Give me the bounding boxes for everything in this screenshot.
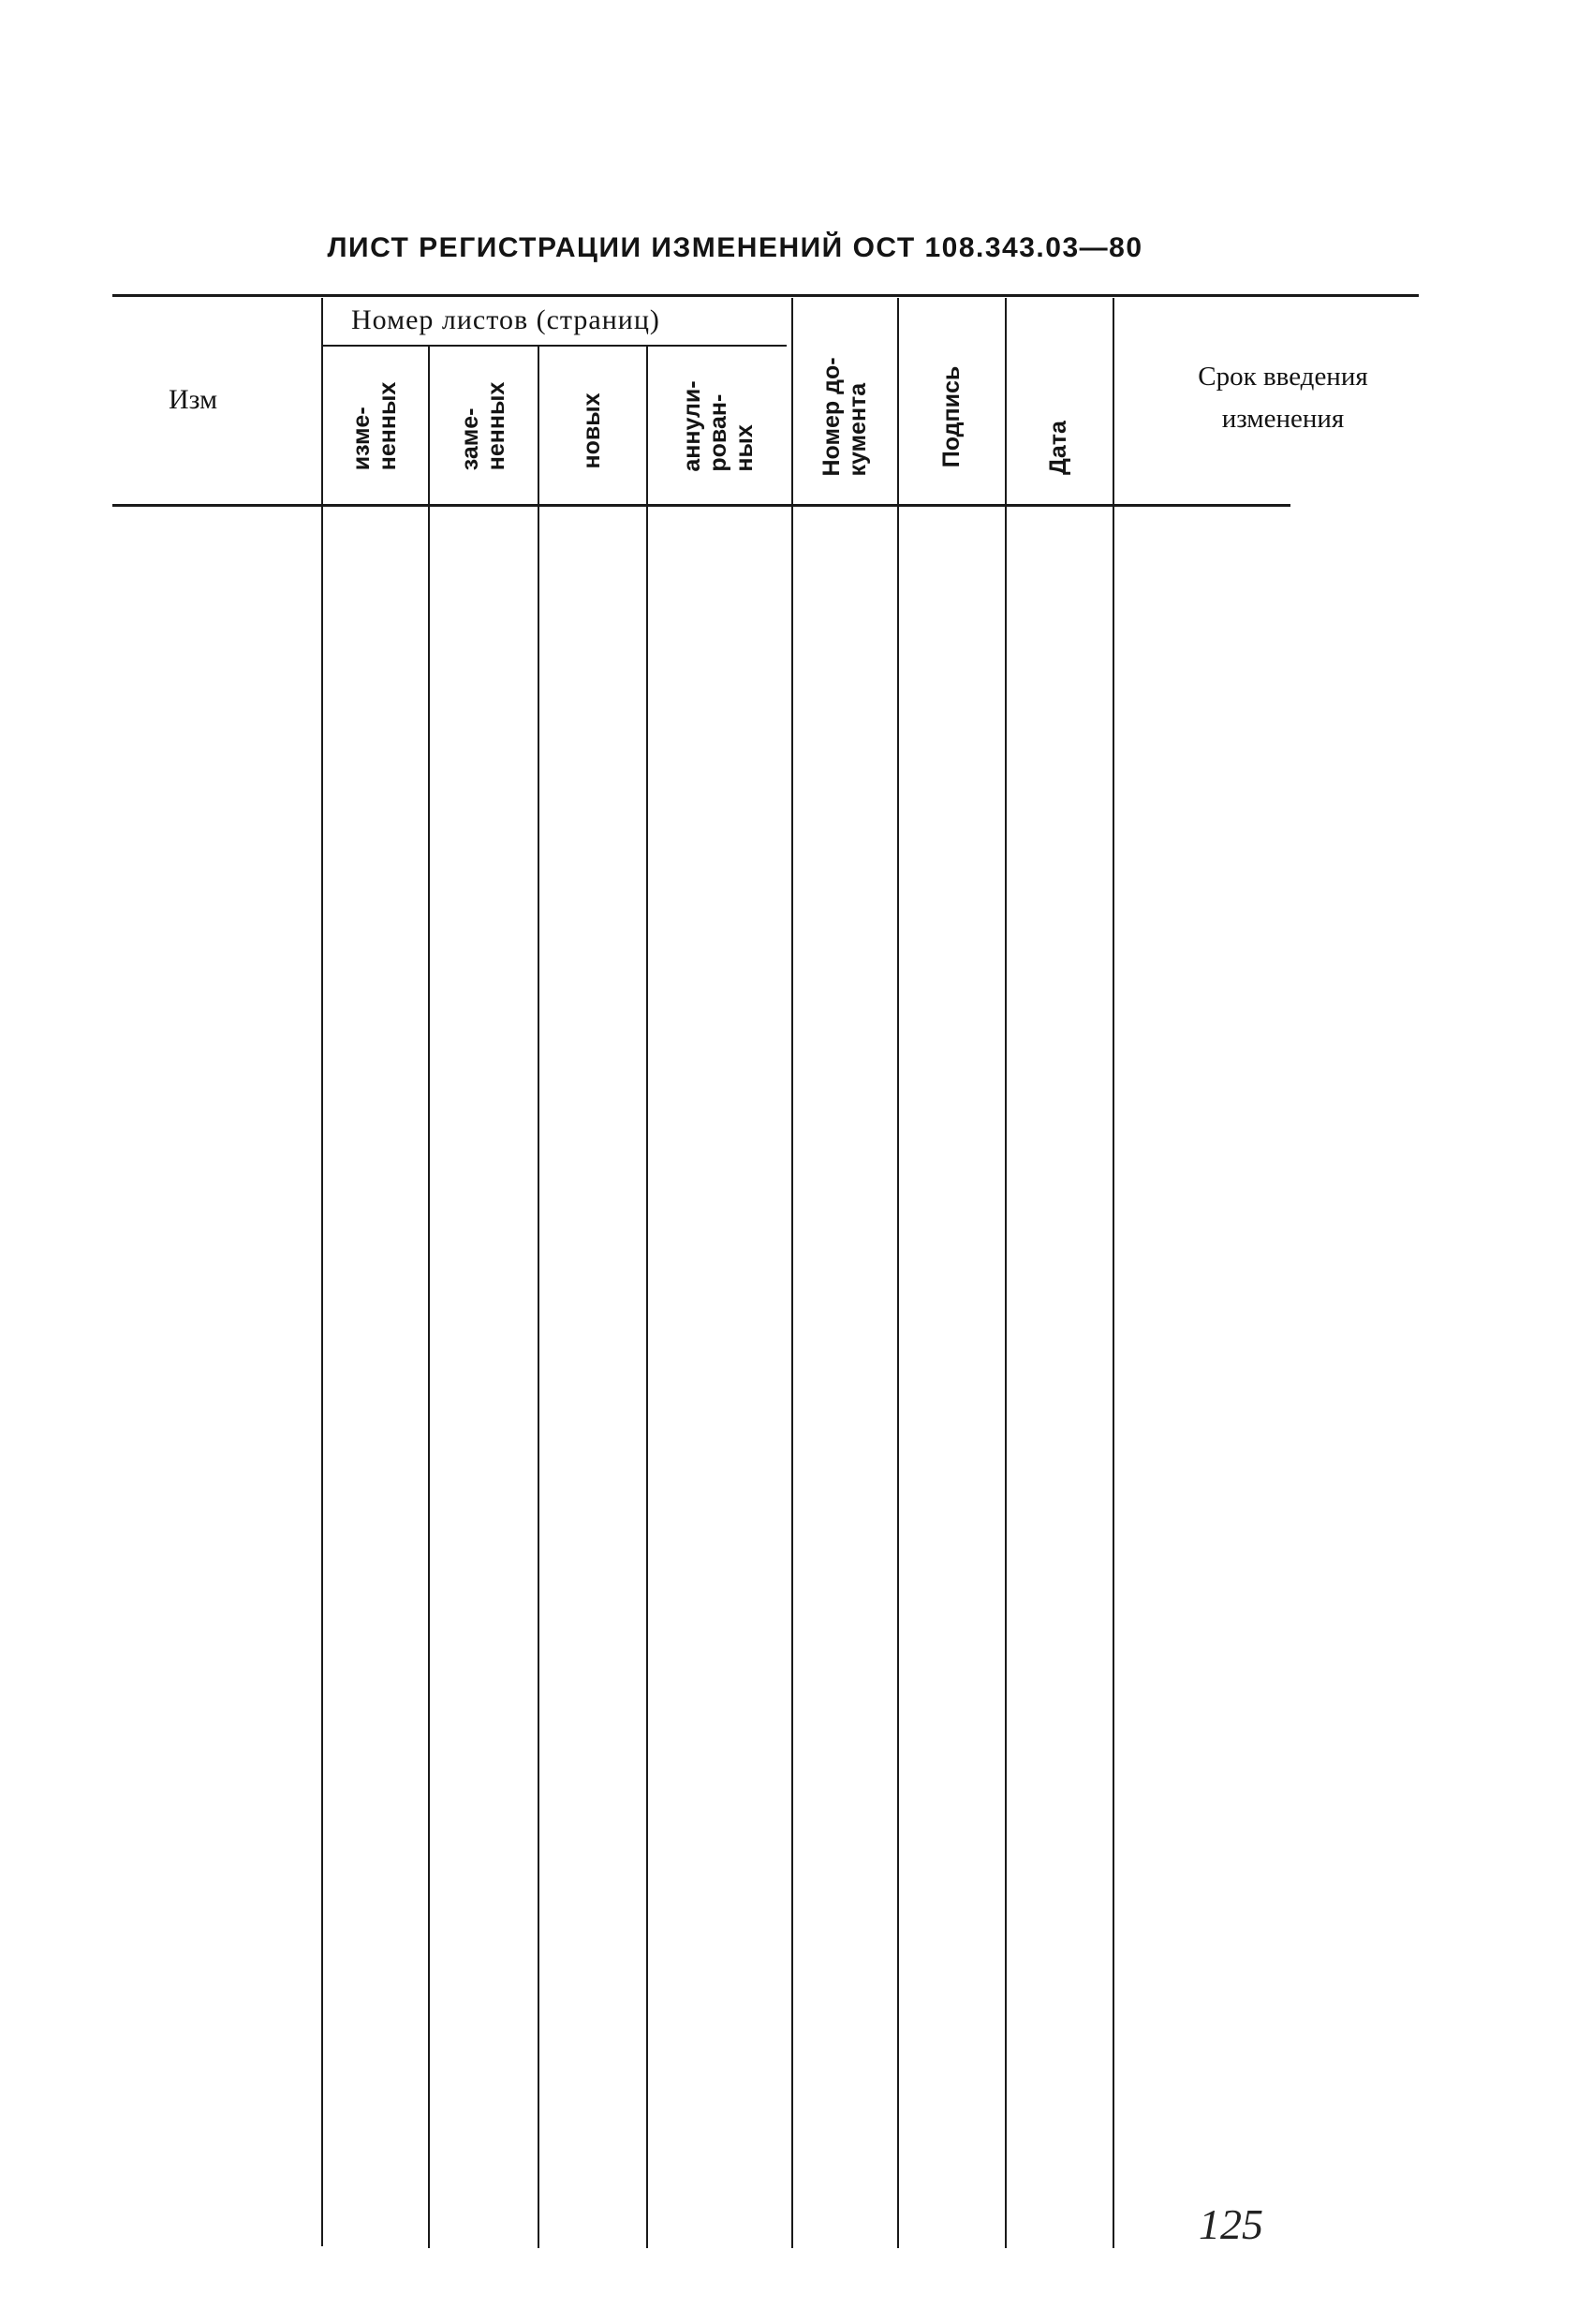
table-top-rule <box>112 294 1419 297</box>
header-changed: изме- ненных <box>348 381 401 471</box>
header-annulled: аннули- рован- ных <box>679 380 758 472</box>
header-izm: Изм <box>169 384 218 415</box>
page-title: ЛИСТ РЕГИСТРАЦИИ ИЗМЕНЕНИЙ ОСТ 108.343.03—80 <box>327 232 1143 263</box>
page-number: 125 <box>1199 2200 1263 2248</box>
group-header-rule <box>323 345 787 347</box>
header-new: новых <box>579 392 605 469</box>
column-divider-2 <box>428 347 430 2248</box>
column-divider-8 <box>1113 298 1114 2248</box>
header-signature: Подпись <box>938 365 965 468</box>
column-divider-6 <box>897 298 899 2248</box>
column-divider-3 <box>538 347 539 2248</box>
header-sheet-numbers: Номер листов (страниц) <box>351 304 660 335</box>
header-date: Дата <box>1045 421 1071 475</box>
header-replaced: заме- ненных <box>457 381 509 471</box>
column-divider-4 <box>646 347 648 2248</box>
column-divider-1 <box>321 298 323 2246</box>
header-effective-date: Срок введения изменения <box>1198 362 1368 434</box>
column-divider-5 <box>791 298 793 2248</box>
column-divider-7 <box>1005 298 1007 2248</box>
header-doc-number: Номер до- кумента <box>818 357 871 477</box>
